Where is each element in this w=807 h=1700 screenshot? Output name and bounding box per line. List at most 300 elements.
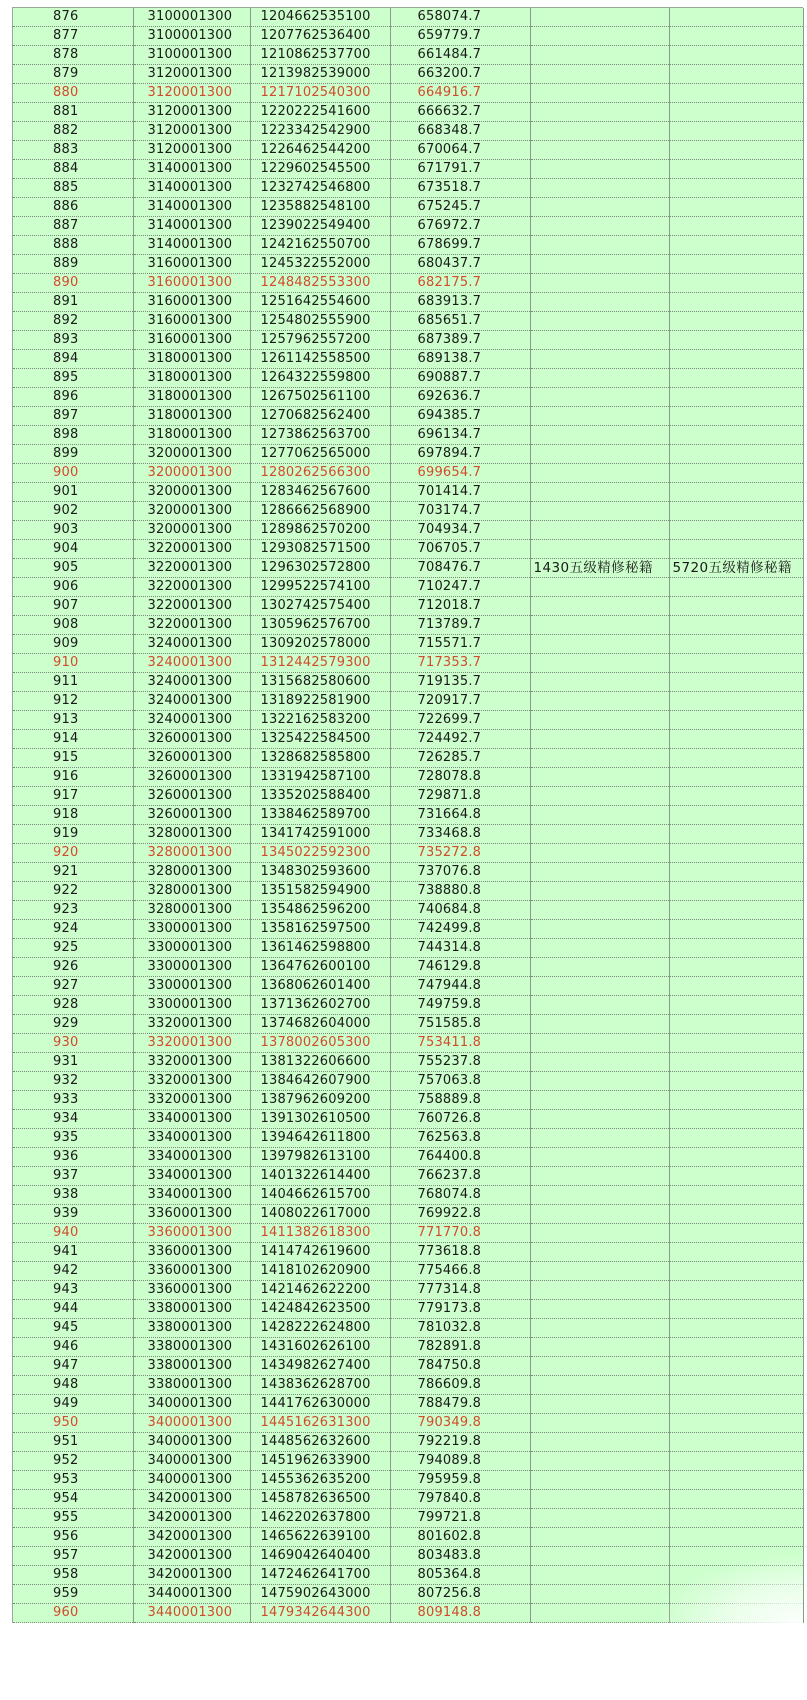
value-a-cell[interactable]: 3160001300	[133, 274, 250, 293]
value-b-cell[interactable]: 1438362628700	[250, 1376, 390, 1395]
value-b-cell[interactable]: 1428222624800	[250, 1319, 390, 1338]
note-cell-2[interactable]	[669, 1224, 803, 1243]
value-b-cell[interactable]: 1424842623500	[250, 1300, 390, 1319]
note-cell-1[interactable]	[530, 1034, 669, 1053]
note-cell-2[interactable]: 5720五级精修秘籍	[669, 559, 803, 578]
level-cell[interactable]: 924	[13, 920, 133, 939]
value-b-cell[interactable]: 1270682562400	[250, 407, 390, 426]
value-a-cell[interactable]: 3400001300	[133, 1452, 250, 1471]
value-b-cell[interactable]: 1341742591000	[250, 825, 390, 844]
value-a-cell[interactable]: 3140001300	[133, 179, 250, 198]
value-c-cell[interactable]: 676972.7	[390, 217, 530, 236]
note-cell-2[interactable]	[669, 1072, 803, 1091]
level-cell[interactable]: 899	[13, 445, 133, 464]
value-a-cell[interactable]: 3380001300	[133, 1338, 250, 1357]
note-cell-1[interactable]	[530, 578, 669, 597]
value-c-cell[interactable]: 794089.8	[390, 1452, 530, 1471]
note-cell-1[interactable]	[530, 1148, 669, 1167]
note-cell-1[interactable]	[530, 331, 669, 350]
note-cell-1[interactable]	[530, 160, 669, 179]
note-cell-1[interactable]	[530, 1338, 669, 1357]
note-cell-1[interactable]	[530, 863, 669, 882]
value-b-cell[interactable]: 1245322552000	[250, 255, 390, 274]
value-a-cell[interactable]: 3200001300	[133, 464, 250, 483]
value-a-cell[interactable]: 3280001300	[133, 901, 250, 920]
value-c-cell[interactable]: 790349.8	[390, 1414, 530, 1433]
value-c-cell[interactable]: 678699.7	[390, 236, 530, 255]
note-cell-1[interactable]	[530, 502, 669, 521]
note-cell-2[interactable]	[669, 1091, 803, 1110]
value-c-cell[interactable]: 671791.7	[390, 160, 530, 179]
note-cell-2[interactable]	[669, 274, 803, 293]
value-b-cell[interactable]: 1309202578000	[250, 635, 390, 654]
value-a-cell[interactable]: 3140001300	[133, 217, 250, 236]
note-cell-2[interactable]	[669, 27, 803, 46]
level-cell[interactable]: 951	[13, 1433, 133, 1452]
value-a-cell[interactable]: 3400001300	[133, 1433, 250, 1452]
level-cell[interactable]: 898	[13, 426, 133, 445]
note-cell-2[interactable]	[669, 578, 803, 597]
note-cell-1[interactable]	[530, 1167, 669, 1186]
value-b-cell[interactable]: 1479342644300	[250, 1604, 390, 1623]
value-c-cell[interactable]: 685651.7	[390, 312, 530, 331]
level-cell[interactable]: 917	[13, 787, 133, 806]
note-cell-2[interactable]	[669, 483, 803, 502]
value-a-cell[interactable]: 3320001300	[133, 1053, 250, 1072]
value-b-cell[interactable]: 1264322559800	[250, 369, 390, 388]
value-a-cell[interactable]: 3220001300	[133, 540, 250, 559]
value-b-cell[interactable]: 1378002605300	[250, 1034, 390, 1053]
level-cell[interactable]: 944	[13, 1300, 133, 1319]
value-a-cell[interactable]: 3200001300	[133, 502, 250, 521]
value-b-cell[interactable]: 1299522574100	[250, 578, 390, 597]
note-cell-2[interactable]	[669, 426, 803, 445]
note-cell-2[interactable]	[669, 1414, 803, 1433]
value-c-cell[interactable]: 738880.8	[390, 882, 530, 901]
value-c-cell[interactable]: 666632.7	[390, 103, 530, 122]
note-cell-1[interactable]	[530, 122, 669, 141]
value-a-cell[interactable]: 3100001300	[133, 46, 250, 65]
value-a-cell[interactable]: 3120001300	[133, 103, 250, 122]
value-c-cell[interactable]: 689138.7	[390, 350, 530, 369]
value-b-cell[interactable]: 1277062565000	[250, 445, 390, 464]
level-cell[interactable]: 909	[13, 635, 133, 654]
note-cell-2[interactable]	[669, 1604, 803, 1623]
value-c-cell[interactable]: 704934.7	[390, 521, 530, 540]
value-b-cell[interactable]: 1328682585800	[250, 749, 390, 768]
value-c-cell[interactable]: 746129.8	[390, 958, 530, 977]
note-cell-2[interactable]	[669, 1148, 803, 1167]
level-cell[interactable]: 913	[13, 711, 133, 730]
value-c-cell[interactable]: 773618.8	[390, 1243, 530, 1262]
level-cell[interactable]: 921	[13, 863, 133, 882]
note-cell-2[interactable]	[669, 787, 803, 806]
value-a-cell[interactable]: 3120001300	[133, 65, 250, 84]
value-b-cell[interactable]: 1322162583200	[250, 711, 390, 730]
value-a-cell[interactable]: 3100001300	[133, 8, 250, 27]
note-cell-2[interactable]	[669, 1433, 803, 1452]
note-cell-2[interactable]	[669, 1319, 803, 1338]
value-a-cell[interactable]: 3320001300	[133, 1034, 250, 1053]
note-cell-1[interactable]	[530, 749, 669, 768]
value-c-cell[interactable]: 658074.7	[390, 8, 530, 27]
level-cell[interactable]: 943	[13, 1281, 133, 1300]
value-c-cell[interactable]: 703174.7	[390, 502, 530, 521]
value-c-cell[interactable]: 720917.7	[390, 692, 530, 711]
level-cell[interactable]: 916	[13, 768, 133, 787]
value-a-cell[interactable]: 3260001300	[133, 730, 250, 749]
note-cell-2[interactable]	[669, 730, 803, 749]
value-c-cell[interactable]: 692636.7	[390, 388, 530, 407]
note-cell-1[interactable]	[530, 1091, 669, 1110]
note-cell-2[interactable]	[669, 1357, 803, 1376]
note-cell-1[interactable]	[530, 103, 669, 122]
note-cell-2[interactable]	[669, 1471, 803, 1490]
value-c-cell[interactable]: 775466.8	[390, 1262, 530, 1281]
value-c-cell[interactable]: 682175.7	[390, 274, 530, 293]
level-cell[interactable]: 930	[13, 1034, 133, 1053]
value-b-cell[interactable]: 1204662535100	[250, 8, 390, 27]
value-b-cell[interactable]: 1280262566300	[250, 464, 390, 483]
level-cell[interactable]: 922	[13, 882, 133, 901]
note-cell-1[interactable]	[530, 711, 669, 730]
note-cell-2[interactable]	[669, 1452, 803, 1471]
note-cell-1[interactable]	[530, 464, 669, 483]
note-cell-1[interactable]: 1430五级精修秘籍	[530, 559, 669, 578]
value-c-cell[interactable]: 758889.8	[390, 1091, 530, 1110]
level-cell[interactable]: 884	[13, 160, 133, 179]
note-cell-2[interactable]	[669, 1015, 803, 1034]
note-cell-1[interactable]	[530, 768, 669, 787]
note-cell-1[interactable]	[530, 1053, 669, 1072]
note-cell-1[interactable]	[530, 1186, 669, 1205]
value-c-cell[interactable]: 717353.7	[390, 654, 530, 673]
value-c-cell[interactable]: 809148.8	[390, 1604, 530, 1623]
value-b-cell[interactable]: 1414742619600	[250, 1243, 390, 1262]
note-cell-1[interactable]	[530, 445, 669, 464]
value-a-cell[interactable]: 3320001300	[133, 1091, 250, 1110]
value-b-cell[interactable]: 1441762630000	[250, 1395, 390, 1414]
value-a-cell[interactable]: 3140001300	[133, 160, 250, 179]
note-cell-2[interactable]	[669, 1281, 803, 1300]
value-c-cell[interactable]: 697894.7	[390, 445, 530, 464]
note-cell-1[interactable]	[530, 217, 669, 236]
level-cell[interactable]: 904	[13, 540, 133, 559]
note-cell-2[interactable]	[669, 217, 803, 236]
value-b-cell[interactable]: 1475902643000	[250, 1585, 390, 1604]
note-cell-1[interactable]	[530, 312, 669, 331]
value-a-cell[interactable]: 3340001300	[133, 1186, 250, 1205]
value-c-cell[interactable]: 696134.7	[390, 426, 530, 445]
note-cell-2[interactable]	[669, 920, 803, 939]
note-cell-2[interactable]	[669, 1167, 803, 1186]
value-a-cell[interactable]: 3240001300	[133, 673, 250, 692]
value-b-cell[interactable]: 1421462622200	[250, 1281, 390, 1300]
note-cell-1[interactable]	[530, 920, 669, 939]
note-cell-1[interactable]	[530, 844, 669, 863]
value-c-cell[interactable]: 782891.8	[390, 1338, 530, 1357]
value-a-cell[interactable]: 3240001300	[133, 692, 250, 711]
level-cell[interactable]: 928	[13, 996, 133, 1015]
level-cell[interactable]: 911	[13, 673, 133, 692]
value-c-cell[interactable]: 699654.7	[390, 464, 530, 483]
value-a-cell[interactable]: 3120001300	[133, 122, 250, 141]
note-cell-1[interactable]	[530, 939, 669, 958]
value-b-cell[interactable]: 1226462544200	[250, 141, 390, 160]
level-cell[interactable]: 955	[13, 1509, 133, 1528]
note-cell-2[interactable]	[669, 1300, 803, 1319]
note-cell-2[interactable]	[669, 825, 803, 844]
level-cell[interactable]: 886	[13, 198, 133, 217]
value-c-cell[interactable]: 801602.8	[390, 1528, 530, 1547]
value-a-cell[interactable]: 3160001300	[133, 255, 250, 274]
value-b-cell[interactable]: 1232742546800	[250, 179, 390, 198]
level-cell[interactable]: 945	[13, 1319, 133, 1338]
value-a-cell[interactable]: 3420001300	[133, 1547, 250, 1566]
value-b-cell[interactable]: 1248482553300	[250, 274, 390, 293]
value-c-cell[interactable]: 659779.7	[390, 27, 530, 46]
value-b-cell[interactable]: 1293082571500	[250, 540, 390, 559]
level-cell[interactable]: 908	[13, 616, 133, 635]
value-b-cell[interactable]: 1431602626100	[250, 1338, 390, 1357]
value-c-cell[interactable]: 768074.8	[390, 1186, 530, 1205]
value-a-cell[interactable]: 3220001300	[133, 559, 250, 578]
value-a-cell[interactable]: 3200001300	[133, 445, 250, 464]
note-cell-2[interactable]	[669, 635, 803, 654]
level-cell[interactable]: 935	[13, 1129, 133, 1148]
note-cell-1[interactable]	[530, 141, 669, 160]
value-b-cell[interactable]: 1397982613100	[250, 1148, 390, 1167]
value-c-cell[interactable]: 777314.8	[390, 1281, 530, 1300]
value-b-cell[interactable]: 1358162597500	[250, 920, 390, 939]
note-cell-1[interactable]	[530, 1490, 669, 1509]
level-cell[interactable]: 932	[13, 1072, 133, 1091]
value-a-cell[interactable]: 3140001300	[133, 198, 250, 217]
level-cell[interactable]: 880	[13, 84, 133, 103]
level-cell[interactable]: 918	[13, 806, 133, 825]
value-b-cell[interactable]: 1448562632600	[250, 1433, 390, 1452]
value-a-cell[interactable]: 3260001300	[133, 806, 250, 825]
note-cell-2[interactable]	[669, 521, 803, 540]
note-cell-2[interactable]	[669, 673, 803, 692]
value-b-cell[interactable]: 1283462567600	[250, 483, 390, 502]
value-a-cell[interactable]: 3240001300	[133, 711, 250, 730]
value-a-cell[interactable]: 3400001300	[133, 1414, 250, 1433]
level-cell[interactable]: 914	[13, 730, 133, 749]
value-a-cell[interactable]: 3360001300	[133, 1281, 250, 1300]
value-c-cell[interactable]: 670064.7	[390, 141, 530, 160]
note-cell-1[interactable]	[530, 388, 669, 407]
level-cell[interactable]: 901	[13, 483, 133, 502]
value-c-cell[interactable]: 769922.8	[390, 1205, 530, 1224]
note-cell-1[interactable]	[530, 806, 669, 825]
level-cell[interactable]: 891	[13, 293, 133, 312]
value-b-cell[interactable]: 1368062601400	[250, 977, 390, 996]
value-c-cell[interactable]: 788479.8	[390, 1395, 530, 1414]
value-c-cell[interactable]: 747944.8	[390, 977, 530, 996]
note-cell-1[interactable]	[530, 1433, 669, 1452]
level-cell[interactable]: 905	[13, 559, 133, 578]
value-c-cell[interactable]: 668348.7	[390, 122, 530, 141]
note-cell-1[interactable]	[530, 1547, 669, 1566]
value-b-cell[interactable]: 1312442579300	[250, 654, 390, 673]
note-cell-1[interactable]	[530, 198, 669, 217]
value-a-cell[interactable]: 3420001300	[133, 1509, 250, 1528]
value-b-cell[interactable]: 1289862570200	[250, 521, 390, 540]
note-cell-2[interactable]	[669, 1205, 803, 1224]
level-cell[interactable]: 885	[13, 179, 133, 198]
value-a-cell[interactable]: 3200001300	[133, 521, 250, 540]
note-cell-1[interactable]	[530, 1566, 669, 1585]
value-b-cell[interactable]: 1381322606600	[250, 1053, 390, 1072]
value-c-cell[interactable]: 735272.8	[390, 844, 530, 863]
value-c-cell[interactable]: 737076.8	[390, 863, 530, 882]
value-b-cell[interactable]: 1458782636500	[250, 1490, 390, 1509]
value-b-cell[interactable]: 1469042640400	[250, 1547, 390, 1566]
value-c-cell[interactable]: 749759.8	[390, 996, 530, 1015]
value-a-cell[interactable]: 3340001300	[133, 1167, 250, 1186]
level-cell[interactable]: 938	[13, 1186, 133, 1205]
value-c-cell[interactable]: 762563.8	[390, 1129, 530, 1148]
value-c-cell[interactable]: 715571.7	[390, 635, 530, 654]
note-cell-1[interactable]	[530, 958, 669, 977]
level-cell[interactable]: 947	[13, 1357, 133, 1376]
value-c-cell[interactable]: 764400.8	[390, 1148, 530, 1167]
level-cell[interactable]: 889	[13, 255, 133, 274]
value-a-cell[interactable]: 3280001300	[133, 844, 250, 863]
note-cell-1[interactable]	[530, 1072, 669, 1091]
value-c-cell[interactable]: 673518.7	[390, 179, 530, 198]
value-b-cell[interactable]: 1296302572800	[250, 559, 390, 578]
note-cell-1[interactable]	[530, 1224, 669, 1243]
value-a-cell[interactable]: 3300001300	[133, 939, 250, 958]
value-a-cell[interactable]: 3440001300	[133, 1604, 250, 1623]
note-cell-2[interactable]	[669, 255, 803, 274]
value-a-cell[interactable]: 3440001300	[133, 1585, 250, 1604]
value-c-cell[interactable]: 784750.8	[390, 1357, 530, 1376]
value-b-cell[interactable]: 1235882548100	[250, 198, 390, 217]
value-b-cell[interactable]: 1361462598800	[250, 939, 390, 958]
note-cell-1[interactable]	[530, 46, 669, 65]
note-cell-1[interactable]	[530, 236, 669, 255]
value-a-cell[interactable]: 3360001300	[133, 1243, 250, 1262]
note-cell-2[interactable]	[669, 977, 803, 996]
level-cell[interactable]: 931	[13, 1053, 133, 1072]
value-b-cell[interactable]: 1229602545500	[250, 160, 390, 179]
level-cell[interactable]: 925	[13, 939, 133, 958]
value-b-cell[interactable]: 1318922581900	[250, 692, 390, 711]
value-a-cell[interactable]: 3380001300	[133, 1376, 250, 1395]
note-cell-1[interactable]	[530, 597, 669, 616]
value-b-cell[interactable]: 1213982539000	[250, 65, 390, 84]
value-a-cell[interactable]: 3400001300	[133, 1395, 250, 1414]
note-cell-2[interactable]	[669, 711, 803, 730]
note-cell-2[interactable]	[669, 1243, 803, 1262]
level-cell[interactable]: 912	[13, 692, 133, 711]
value-a-cell[interactable]: 3160001300	[133, 293, 250, 312]
note-cell-2[interactable]	[669, 844, 803, 863]
note-cell-2[interactable]	[669, 1490, 803, 1509]
value-b-cell[interactable]: 1351582594900	[250, 882, 390, 901]
value-b-cell[interactable]: 1217102540300	[250, 84, 390, 103]
value-c-cell[interactable]: 803483.8	[390, 1547, 530, 1566]
note-cell-2[interactable]	[669, 369, 803, 388]
note-cell-2[interactable]	[669, 65, 803, 84]
value-b-cell[interactable]: 1462202637800	[250, 1509, 390, 1528]
value-c-cell[interactable]: 807256.8	[390, 1585, 530, 1604]
value-b-cell[interactable]: 1394642611800	[250, 1129, 390, 1148]
value-b-cell[interactable]: 1384642607900	[250, 1072, 390, 1091]
level-cell[interactable]: 942	[13, 1262, 133, 1281]
note-cell-2[interactable]	[669, 350, 803, 369]
level-cell[interactable]: 941	[13, 1243, 133, 1262]
note-cell-2[interactable]	[669, 1053, 803, 1072]
note-cell-1[interactable]	[530, 293, 669, 312]
value-c-cell[interactable]: 687389.7	[390, 331, 530, 350]
note-cell-1[interactable]	[530, 1129, 669, 1148]
level-cell[interactable]: 953	[13, 1471, 133, 1490]
value-b-cell[interactable]: 1371362602700	[250, 996, 390, 1015]
value-b-cell[interactable]: 1267502561100	[250, 388, 390, 407]
value-b-cell[interactable]: 1455362635200	[250, 1471, 390, 1490]
value-c-cell[interactable]: 779173.8	[390, 1300, 530, 1319]
value-a-cell[interactable]: 3240001300	[133, 635, 250, 654]
note-cell-1[interactable]	[530, 1414, 669, 1433]
note-cell-2[interactable]	[669, 1034, 803, 1053]
value-a-cell[interactable]: 3220001300	[133, 597, 250, 616]
level-cell[interactable]: 936	[13, 1148, 133, 1167]
value-b-cell[interactable]: 1364762600100	[250, 958, 390, 977]
note-cell-1[interactable]	[530, 274, 669, 293]
note-cell-1[interactable]	[530, 1300, 669, 1319]
level-cell[interactable]: 956	[13, 1528, 133, 1547]
value-b-cell[interactable]: 1273862563700	[250, 426, 390, 445]
note-cell-1[interactable]	[530, 673, 669, 692]
value-c-cell[interactable]: 729871.8	[390, 787, 530, 806]
value-a-cell[interactable]: 3360001300	[133, 1262, 250, 1281]
value-c-cell[interactable]: 781032.8	[390, 1319, 530, 1338]
value-a-cell[interactable]: 3280001300	[133, 882, 250, 901]
value-b-cell[interactable]: 1325422584500	[250, 730, 390, 749]
note-cell-2[interactable]	[669, 1509, 803, 1528]
note-cell-2[interactable]	[669, 749, 803, 768]
value-b-cell[interactable]: 1434982627400	[250, 1357, 390, 1376]
value-c-cell[interactable]: 757063.8	[390, 1072, 530, 1091]
level-cell[interactable]: 893	[13, 331, 133, 350]
value-b-cell[interactable]: 1408022617000	[250, 1205, 390, 1224]
level-cell[interactable]: 939	[13, 1205, 133, 1224]
note-cell-1[interactable]	[530, 825, 669, 844]
level-cell[interactable]: 882	[13, 122, 133, 141]
level-cell[interactable]: 888	[13, 236, 133, 255]
value-a-cell[interactable]: 3300001300	[133, 996, 250, 1015]
value-b-cell[interactable]: 1210862537700	[250, 46, 390, 65]
value-c-cell[interactable]: 771770.8	[390, 1224, 530, 1243]
level-cell[interactable]: 952	[13, 1452, 133, 1471]
note-cell-2[interactable]	[669, 1528, 803, 1547]
value-b-cell[interactable]: 1451962633900	[250, 1452, 390, 1471]
note-cell-2[interactable]	[669, 1566, 803, 1585]
value-c-cell[interactable]: 664916.7	[390, 84, 530, 103]
value-a-cell[interactable]: 3300001300	[133, 920, 250, 939]
note-cell-2[interactable]	[669, 654, 803, 673]
level-cell[interactable]: 906	[13, 578, 133, 597]
level-cell[interactable]: 890	[13, 274, 133, 293]
value-b-cell[interactable]: 1387962609200	[250, 1091, 390, 1110]
value-c-cell[interactable]: 755237.8	[390, 1053, 530, 1072]
level-cell[interactable]: 926	[13, 958, 133, 977]
value-a-cell[interactable]: 3160001300	[133, 312, 250, 331]
